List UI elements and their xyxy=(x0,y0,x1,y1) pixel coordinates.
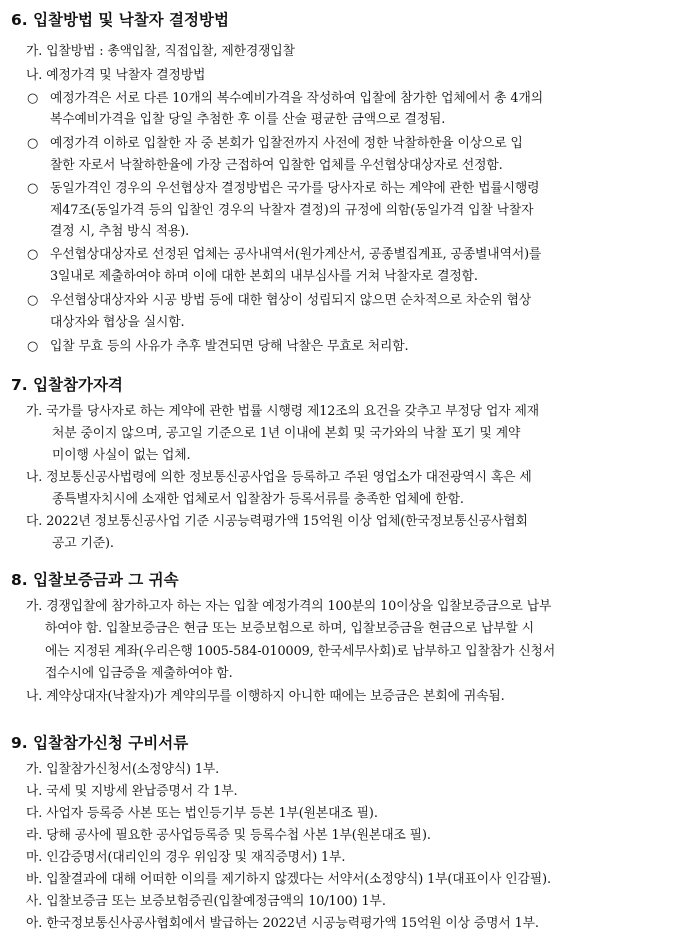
bullet-circle-icon: ○ xyxy=(27,136,39,151)
s6-bullet-2-line-2: 찰한 자로서 낙찰하한율에 가장 근접하여 입찰한 업체를 우선협상대상자로 선정함. xyxy=(50,158,503,173)
s7-item-ga-line-1: 가. 국가를 당사자로 하는 계약에 관한 법률 시행령 제12조의 요건을 갖추고 부정당 업자 제재 xyxy=(26,404,540,419)
section-8-title: 8. 입찰보증금과 그 귀속 xyxy=(11,571,179,589)
s8-item-ga-line-2: 하여야 함. 입찰보증금은 현금 또는 보증보험으로 하며, 입찰보증금을 현금으로 납부할 시 xyxy=(45,621,535,636)
s7-item-da-line-2: 공고 기준). xyxy=(52,536,114,551)
s6-bullet-4-line-1: 우선협상대상자로 선정된 업체는 공사내역서(원가계산서, 공종별집계표, 공종별내역서)를 xyxy=(50,247,542,262)
s7-item-ga-line-3: 미이행 사실이 없는 업체. xyxy=(52,448,191,463)
s6-bullet-6-line-1: 입찰 무효 등의 사유가 추후 발견되면 당해 낙찰은 무효로 처리함. xyxy=(50,339,409,354)
s9-item-ga: 가. 입찰참가신청서(소정양식) 1부. xyxy=(26,762,220,777)
s9-item-ma: 마. 인감증명서(대리인의 경우 위임장 및 재직증명서) 1부. xyxy=(26,850,346,865)
s9-item-da: 다. 사업자 등록증 사본 또는 법인등기부 등본 1부(원본대조 필). xyxy=(26,806,378,821)
s9-item-na: 나. 국세 및 지방세 완납증명서 각 1부. xyxy=(26,784,238,799)
s8-item-ga-line-1: 가. 경쟁입찰에 참가하고자 하는 자는 입찰 예정가격의 100분의 10이상을 입찰보증금으로 납부 xyxy=(26,599,552,614)
bullet-circle-icon: ○ xyxy=(27,293,39,308)
bullet-circle-icon: ○ xyxy=(27,91,39,106)
s7-item-ga-line-2: 처분 중이지 않으며, 공고일 기준으로 1년 이내에 본회 및 국가와의 낙찰 포기 및 계약 xyxy=(52,426,521,441)
s9-item-ba: 바. 입찰결과에 대해 어떠한 이의를 제기하지 않겠다는 서약서(소정양식) 1부(대표이사 인감필). xyxy=(26,872,551,887)
s7-item-da-line-1: 다. 2022년 정보통신공사업 기준 시공능력평가액 15억원 이상 업체(한국정보통신공사협회 xyxy=(26,514,528,529)
s6-bullet-3-line-3: 결정 시, 추첨 방식 적용). xyxy=(50,224,190,239)
s6-bullet-5-line-2: 대상자와 협상을 실시함. xyxy=(50,315,185,330)
s9-item-ra: 라. 당해 공사에 필요한 공사업등록증 및 등록수첩 사본 1부(원본대조 필). xyxy=(26,828,431,843)
s8-item-ga-line-4: 접수시에 입금증을 제출하여야 함. xyxy=(45,666,233,681)
s6-bullet-5-line-1: 우선협상대상자와 시공 방법 등에 대한 협상이 성립되지 않으면 순차적으로 차순위 협상 xyxy=(50,293,532,308)
section-9-title: 9. 입찰참가신청 구비서류 xyxy=(11,734,189,752)
bullet-circle-icon: ○ xyxy=(27,247,39,262)
section-7-title: 7. 입찰참가자격 xyxy=(11,376,123,394)
s7-item-na-line-2: 종특별자치시에 소재한 업체로서 입찰참가 등록서류를 충족한 업체에 한함. xyxy=(52,492,464,507)
s7-item-na-line-1: 나. 정보통신공사법령에 의한 정보통신공사업을 등록하고 주된 영업소가 대전광역시 혹은 세 xyxy=(26,470,532,485)
s6-item-na: 나. 예정가격 및 낙찰자 결정방법 xyxy=(26,68,206,83)
bullet-circle-icon: ○ xyxy=(27,339,39,354)
bullet-circle-icon: ○ xyxy=(27,181,39,196)
s6-item-ga: 가. 입찰방법 : 총액입찰, 직접입찰, 제한경쟁입찰 xyxy=(26,44,295,59)
s6-bullet-1-line-1: 예정가격은 서로 다른 10개의 복수예비가격을 작성하여 입찰에 참가한 업체에서 총 4개의 xyxy=(50,91,543,106)
s6-bullet-3-line-1: 동일가격인 경우의 우선협상자 결정방법은 국가를 당사자로 하는 계약에 관한 법률시행령 xyxy=(50,181,540,196)
s6-bullet-3-line-2: 제47조(동일가격 등의 입찰인 경우의 낙찰자 결정)의 규정에 의함(동일가격 입찰 낙찰자 xyxy=(50,203,534,218)
s6-bullet-4-line-2: 3일내로 제출하여야 하며 이에 대한 본회의 내부심사를 거쳐 낙찰자로 결정함. xyxy=(50,269,478,284)
s6-bullet-2-line-1: 예정가격 이하로 입찰한 자 중 본회가 입찰전까지 사전에 정한 낙찰하한율 이상으로 입 xyxy=(50,136,523,151)
section-6-title: 6. 입찰방법 및 낙찰자 결정방법 xyxy=(11,11,229,29)
s6-bullet-1-line-2: 복수예비가격을 입찰 당일 추첨한 후 이를 산술 평균한 금액으로 결정됨. xyxy=(50,112,446,127)
s9-item-sa: 사. 입찰보증금 또는 보증보험증권(입찰예정금액의 10/100) 1부. xyxy=(26,894,386,909)
s8-item-ga-line-3: 에는 지정된 계좌(우리은행 1005-584-010009, 한국세무사회)로 납부하고 입찰참가 신청서 xyxy=(45,644,556,659)
s9-item-a: 아. 한국정보통신사공사협회에서 발급하는 2022년 시공능력평가액 15억원 이상 증명서 1부. xyxy=(26,916,539,931)
s8-item-na-line-1: 나. 계약상대자(낙찰자)가 계약의무를 이행하지 아니한 때에는 보증금은 본회에 귀속됨. xyxy=(26,689,505,704)
